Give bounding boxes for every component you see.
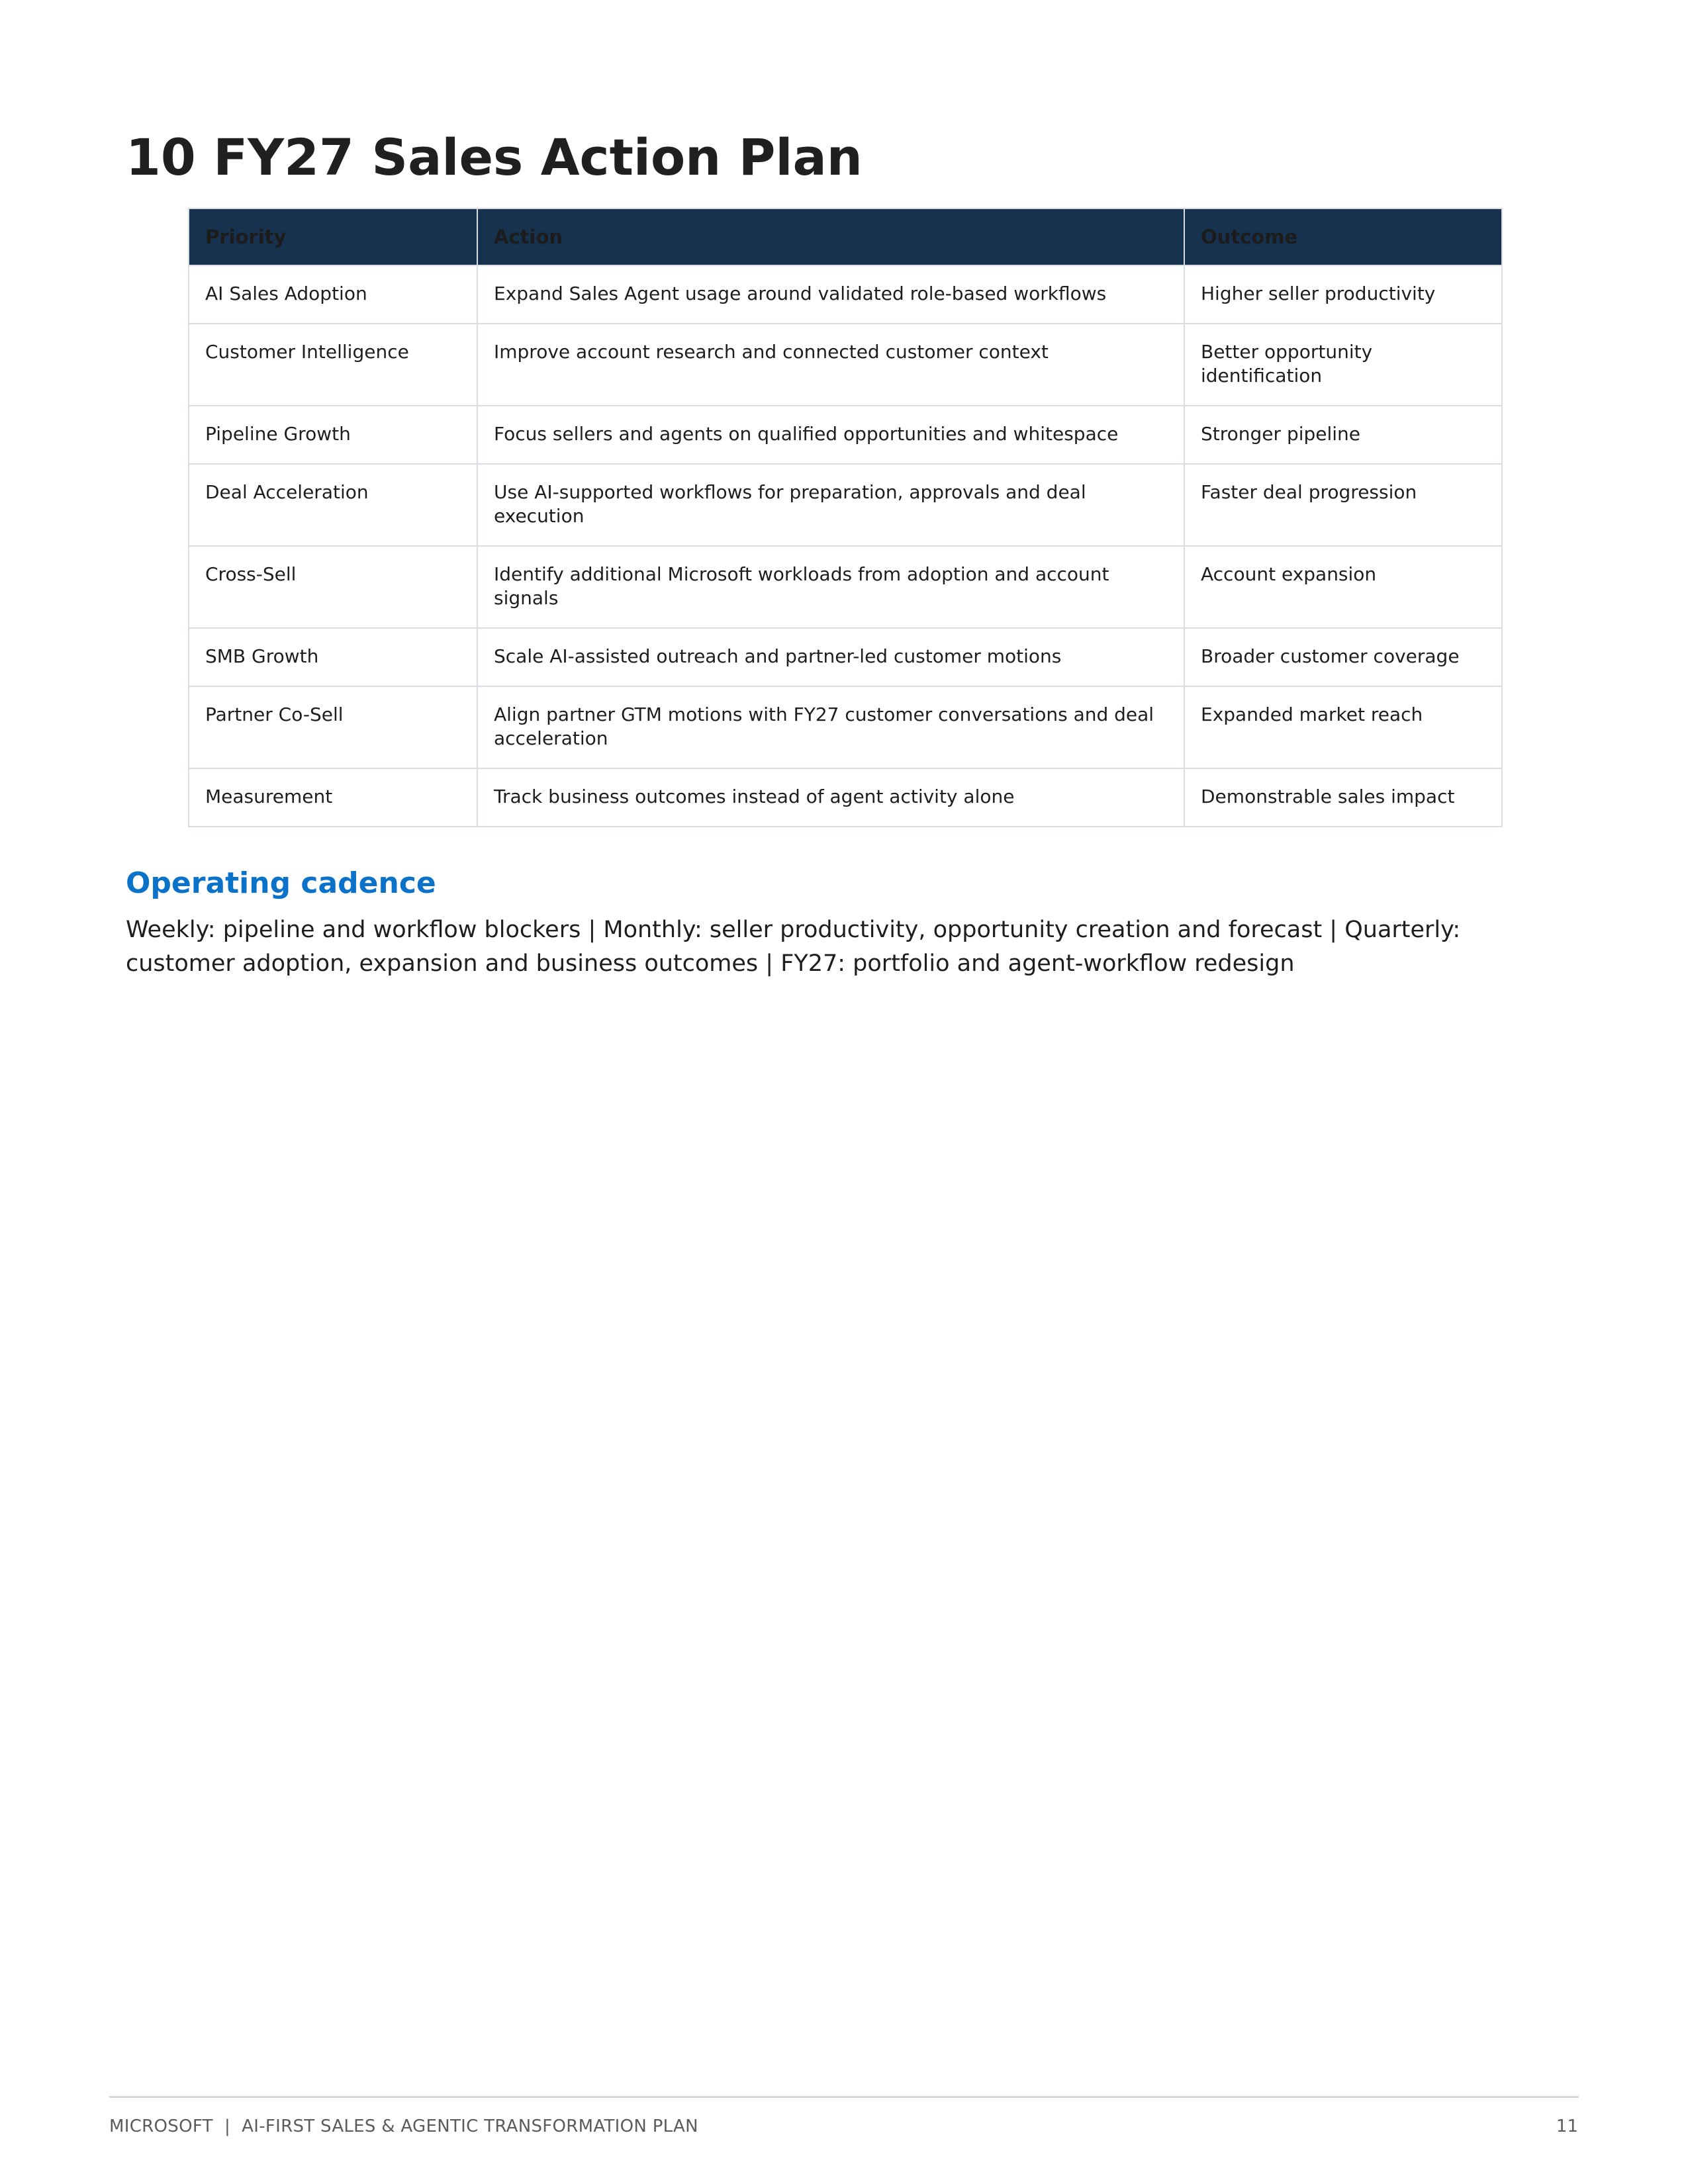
outcome-cell: Broader customer coverage <box>1184 628 1502 686</box>
table-row <box>189 265 1502 324</box>
priority-cell: Pipeline Growth <box>189 406 477 464</box>
outcome-cell: Demonstrable sales impact <box>1184 768 1502 827</box>
action-cell: Focus sellers and agents on qualified opportunities and whitespace <box>477 406 1184 464</box>
table-row <box>189 686 1502 768</box>
priority-cell: Partner Co-Sell <box>189 686 477 768</box>
action-cell: Improve account research and connected customer context <box>477 324 1184 406</box>
action-cell: Align partner GTM motions with FY27 customer conversations and deal acceleration <box>477 686 1184 768</box>
table-row <box>189 768 1502 827</box>
table-row <box>189 406 1502 464</box>
operating-cadence-heading: Operating cadence <box>126 866 436 900</box>
table-header-row <box>189 208 1502 265</box>
table-row <box>189 324 1502 406</box>
table-row <box>189 546 1502 628</box>
action-cell: Scale AI-assisted outreach and partner-led customer motions <box>477 628 1184 686</box>
priority-cell: Deal Acceleration <box>189 464 477 546</box>
action-cell: Track business outcomes instead of agent activity alone <box>477 768 1184 827</box>
page-title: 10 FY27 Sales Action Plan <box>126 128 863 187</box>
footer-page-number: 11 <box>1556 2116 1578 2136</box>
outcome-cell: Account expansion <box>1184 546 1502 628</box>
operating-cadence-text: Weekly: pipeline and workflow blockers | Monthly: seller productivity, opportunity creation and forecast | Quarterly: customer adoption, expansion and business outcomes | FY27: portfolio and agent-workflow redesign <box>126 917 1461 977</box>
column-header-priority: Priority <box>189 208 477 265</box>
action-cell: Identify additional Microsoft workloads from adoption and account signals <box>477 546 1184 628</box>
outcome-cell: Better opportunity identification <box>1184 324 1502 406</box>
outcome-cell: Higher seller productivity <box>1184 265 1502 324</box>
priority-cell: Customer Intelligence <box>189 324 477 406</box>
column-header-outcome: Outcome <box>1184 208 1502 265</box>
outcome-cell: Stronger pipeline <box>1184 406 1502 464</box>
action-cell: Expand Sales Agent usage around validated role-based workflows <box>477 265 1184 324</box>
priority-cell: Measurement <box>189 768 477 827</box>
footer-document-label: MICROSOFT | AI-FIRST SALES & AGENTIC TRANSFORMATION PLAN <box>109 2116 698 2136</box>
table-row <box>189 628 1502 686</box>
action-plan-table <box>188 208 1503 827</box>
column-header-action: Action <box>477 208 1184 265</box>
priority-cell: SMB Growth <box>189 628 477 686</box>
outcome-cell: Expanded market reach <box>1184 686 1502 768</box>
action-cell: Use AI-supported workflows for preparation, approvals and deal execution <box>477 464 1184 546</box>
priority-cell: Cross-Sell <box>189 546 477 628</box>
footer-divider <box>109 2096 1579 2098</box>
outcome-cell: Faster deal progression <box>1184 464 1502 546</box>
table-row <box>189 464 1502 546</box>
priority-cell: AI Sales Adoption <box>189 265 477 324</box>
